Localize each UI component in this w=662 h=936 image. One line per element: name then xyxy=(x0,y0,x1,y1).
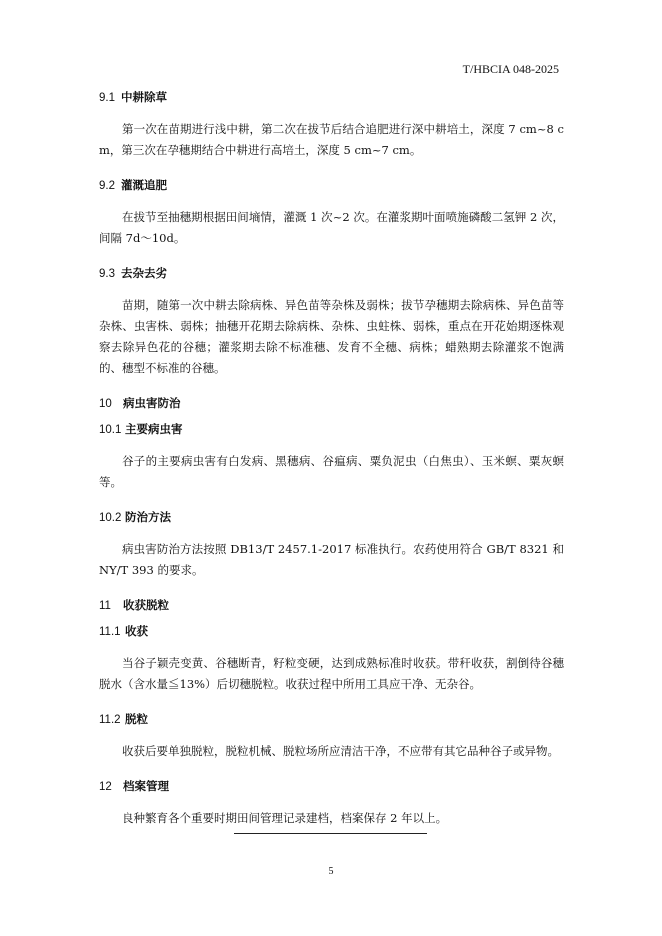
section-title: 收获 xyxy=(125,624,148,638)
section-number: 11.2 xyxy=(99,714,121,726)
section-title: 防治方法 xyxy=(125,510,171,524)
section-title: 主要病虫害 xyxy=(125,422,183,436)
section-title: 中耕除草 xyxy=(121,90,167,104)
section-number: 12 xyxy=(99,781,112,793)
section-heading-9-3 xyxy=(99,260,564,286)
section-paragraph: 病虫害防治方法按照 DB13/T 2457.1-2017 标准执行。农药使用符合 GB/T 8321 和 NY/T 393 的要求。 xyxy=(99,542,564,577)
section-number: 9.2 xyxy=(99,180,115,192)
section-heading-10 xyxy=(99,390,564,416)
section-title: 去杂去劣 xyxy=(121,266,167,280)
section-title: 档案管理 xyxy=(123,779,169,793)
section-heading-11-2 xyxy=(99,706,564,732)
section-paragraph: 在拔节至抽穗期根据田间墒情，灌溉 1 次~2 次。在灌浆期叶面喷施磷酸二氢钾 2 次，间隔 7d～10d。 xyxy=(99,210,564,245)
section-number: 10.1 xyxy=(99,424,122,436)
section-number: 11.1 xyxy=(99,626,121,638)
section-heading-11-1 xyxy=(99,618,564,644)
end-of-document-rule xyxy=(234,833,427,834)
section-heading-10-2 xyxy=(99,504,564,530)
document-body xyxy=(99,84,564,829)
document-code: T/HBCIA 048-2025 xyxy=(462,62,559,76)
section-number: 11 xyxy=(99,600,111,612)
section-paragraph: 当谷子颖壳变黄、谷穗断青，籽粒变硬，达到成熟标准时收获。带秆收获，割倒待谷穗脱水（含水量≦13%）后切穗脱粒。收获过程中所用工具应干净、无杂谷。 xyxy=(99,656,564,691)
section-heading-9-2 xyxy=(99,172,564,198)
section-paragraph: 收获后要单独脱粒，脱粒机械、脱粒场所应清洁干净，不应带有其它品种谷子或异物。 xyxy=(122,744,559,758)
section-title: 灌溉追肥 xyxy=(121,178,167,192)
section-paragraph: 苗期，随第一次中耕去除病株、异色苗等杂株及弱株；拔节孕穗期去除病株、异色苗等杂株、虫害株、弱株；抽穗开花期去除病株、杂株、虫蛀株、弱株，重点在开花始期逐株观察去除异色花的谷穗；灌浆期去除不标准穗、发育不全穗、病株；蜡熟期去除灌浆不饱满的、穗型不标准的谷穗。 xyxy=(99,298,564,375)
section-paragraph: 良种繁育各个重要时期田间管理记录建档，档案保存 2 年以上。 xyxy=(122,811,448,825)
section-title: 收获脱粒 xyxy=(123,598,169,612)
section-title: 病虫害防治 xyxy=(123,396,181,410)
section-heading-9-1 xyxy=(99,84,564,110)
page-number: 5 xyxy=(328,866,334,877)
section-heading-11 xyxy=(99,592,564,618)
section-paragraph: 谷子的主要病虫害有白发病、黑穗病、谷瘟病、粟负泥虫（白焦虫）、玉米螟、粟灰螟等。 xyxy=(99,454,564,489)
section-number: 10 xyxy=(99,398,112,410)
section-number: 9.3 xyxy=(99,268,115,280)
section-number: 10.2 xyxy=(99,512,122,524)
section-title: 脱粒 xyxy=(125,712,148,726)
section-paragraph: 第一次在苗期进行浅中耕，第二次在拔节后结合追肥进行深中耕培土，深度 7 cm~8 cm，第三次在孕穗期结合中耕进行高培土，深度 5 cm~7 cm。 xyxy=(99,122,564,157)
section-heading-10-1 xyxy=(99,416,564,442)
section-number: 9.1 xyxy=(99,92,115,104)
section-heading-12 xyxy=(99,773,564,799)
